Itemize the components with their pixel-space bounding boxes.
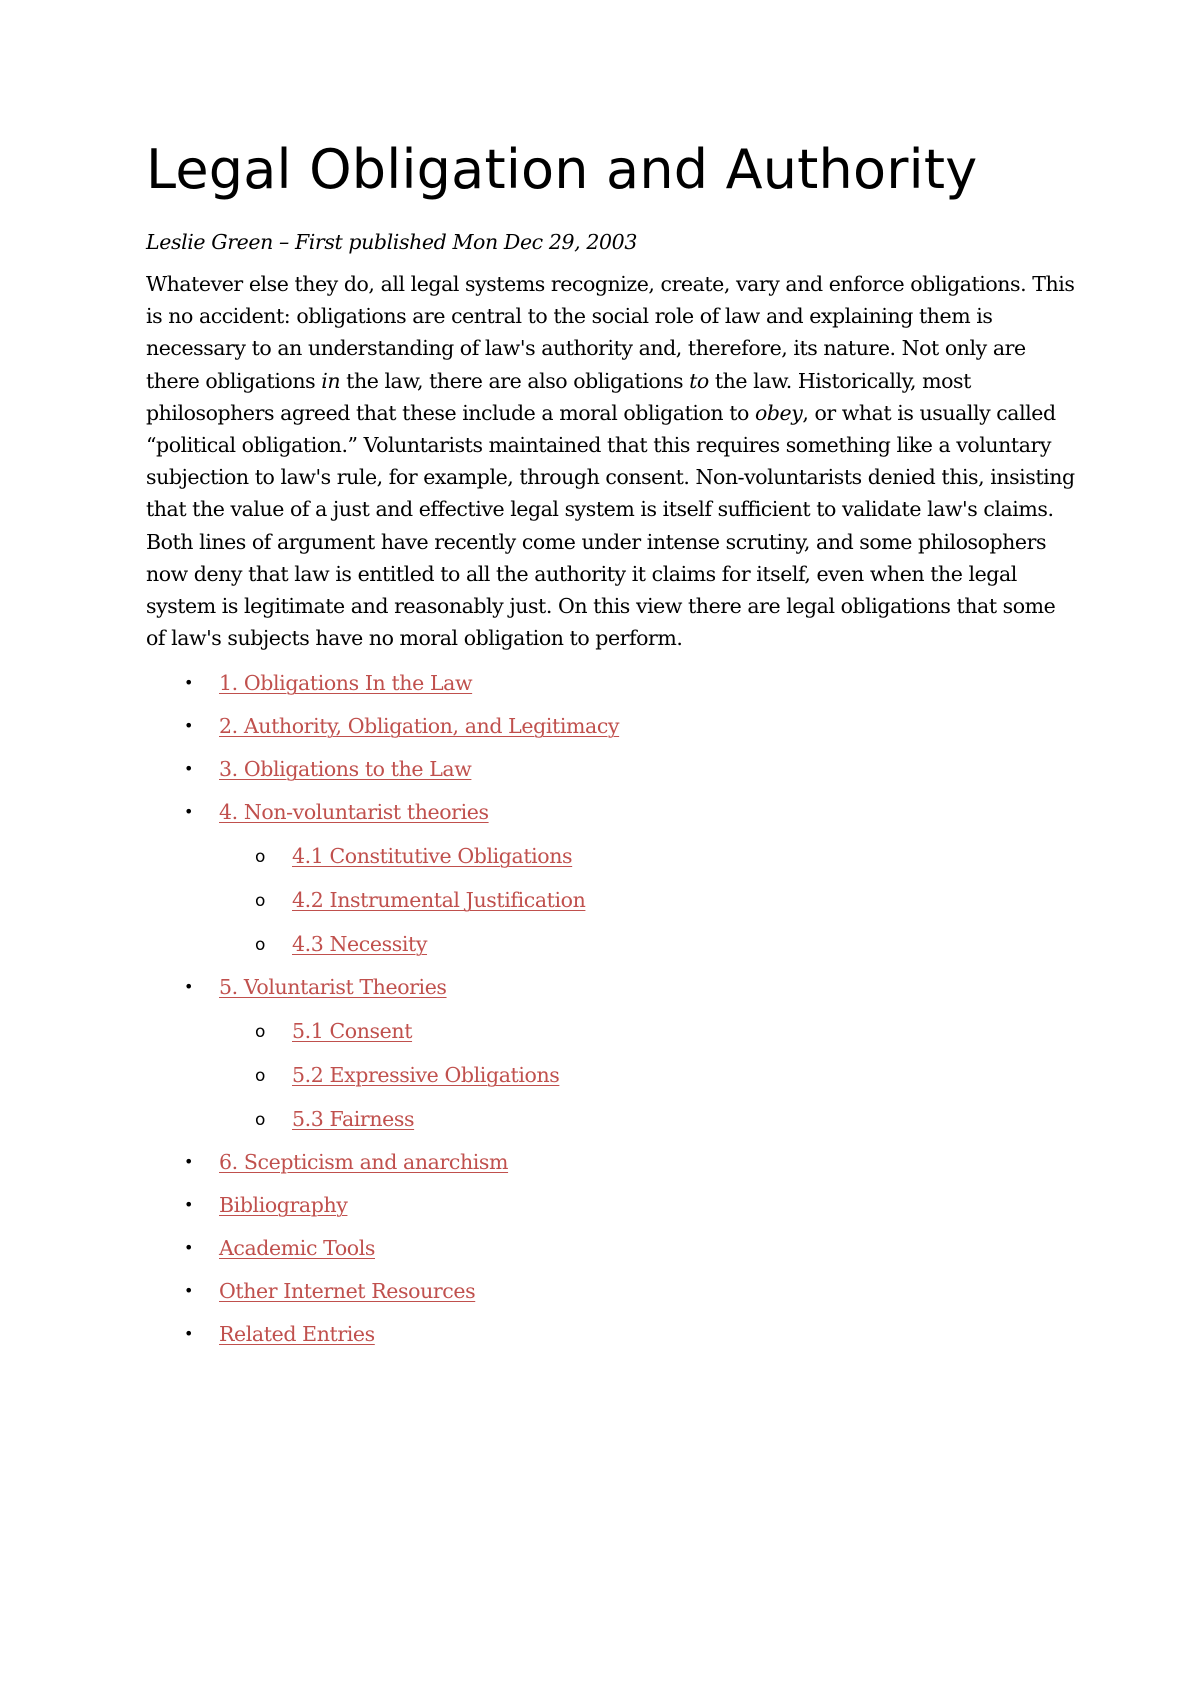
toc-link-consent[interactable]: 5.1 Consent: [292, 1019, 413, 1044]
toc-link-scepticism-and-anarchism[interactable]: 6. Scepticism and anarchism: [219, 1150, 509, 1175]
sub-bullet-icon: o: [255, 1022, 266, 1043]
abstract-emphasis: obey: [754, 400, 803, 425]
toc-link-fairness[interactable]: 5.3 Fairness: [292, 1107, 415, 1132]
toc-link-academic-tools[interactable]: Academic Tools: [219, 1236, 375, 1261]
bullet-icon: •: [184, 759, 194, 779]
toc-link-other-internet-resources[interactable]: Other Internet Resources: [219, 1279, 476, 1304]
abstract-paragraph: [146, 268, 1076, 654]
toc-link-authority-obligation-legitimacy[interactable]: 2. Authority, Obligation, and Legitimacy: [219, 714, 620, 739]
abstract-text: the law. Historically, most philosophers agreed that these include a moral obligation to: [146, 368, 971, 425]
abstract-text: the law, there are also obligations: [340, 368, 690, 393]
sub-bullet-icon: o: [255, 935, 266, 956]
bullet-icon: •: [184, 716, 194, 736]
toc-link-necessity[interactable]: 4.3 Necessity: [292, 932, 428, 957]
bullet-icon: •: [184, 673, 194, 693]
toc-link-obligations-in-the-law[interactable]: 1. Obligations In the Law: [219, 671, 473, 696]
toc-item: [146, 886, 1066, 914]
bullet-icon: •: [184, 1152, 194, 1172]
table-of-contents: [146, 669, 1066, 1348]
toc-item: [146, 1148, 1066, 1176]
document-page: [146, 138, 1075, 1348]
toc-item: [146, 842, 1066, 870]
toc-item: [146, 1277, 1066, 1305]
bullet-icon: •: [184, 1195, 194, 1215]
page-title: Legal Obligation and Authority: [146, 138, 978, 201]
toc-item: [146, 798, 1066, 826]
bullet-icon: •: [184, 977, 194, 997]
toc-link-instrumental-justification[interactable]: 4.2 Instrumental Justification: [292, 888, 586, 913]
toc-link-constitutive-obligations[interactable]: 4.1 Constitutive Obligations: [292, 844, 573, 869]
toc-item: [146, 1017, 1066, 1045]
abstract-emphasis: to: [689, 368, 709, 393]
toc-item: [146, 1320, 1066, 1348]
abstract-text: , or what is usually called “political obligation.” Voluntarists maintained that this requires something like a voluntary subjection to law's rule, for example, through consent. Non-voluntarists denied this, insisting that the value of a just and effective legal system is itself sufficient to validate law's claims. Both lines of argument have recently come under intense scrutiny, and some philosophers now deny that law is entitled to all the authority it claims for itself, even when the legal system is legitimate and reasonably just. On this view there are legal obligations that some of law's subjects have no moral obligation to perform.: [146, 400, 1075, 651]
toc-link-related-entries[interactable]: Related Entries: [219, 1322, 375, 1347]
toc-item: [146, 930, 1066, 958]
toc-item: [146, 755, 1066, 783]
toc-link-non-voluntarist-theories[interactable]: 4. Non-voluntarist theories: [219, 800, 489, 825]
abstract-text: Whatever else they do, all legal systems recognize, create, vary and enforce obligations. This is no accident: obligations are central to the social role of law and explaining them is necessary to an understanding of law's authority and, therefore, its nature. Not only are there obligations: [146, 272, 1075, 393]
toc-item: [146, 669, 1066, 697]
toc-link-voluntarist-theories[interactable]: 5. Voluntarist Theories: [219, 975, 447, 1000]
bullet-icon: •: [184, 802, 194, 822]
sub-bullet-icon: o: [255, 1066, 266, 1087]
toc-link-obligations-to-the-law[interactable]: 3. Obligations to the Law: [219, 757, 472, 782]
sub-bullet-icon: o: [255, 891, 266, 912]
toc-item: [146, 1105, 1066, 1133]
abstract-emphasis: in: [321, 368, 341, 393]
toc-item: [146, 973, 1066, 1001]
toc-item: [146, 1234, 1066, 1262]
toc-item: [146, 1061, 1066, 1089]
bullet-icon: •: [184, 1281, 194, 1301]
bullet-icon: •: [184, 1324, 194, 1344]
toc-item: [146, 1191, 1066, 1219]
toc-link-bibliography[interactable]: Bibliography: [219, 1193, 348, 1218]
sub-bullet-icon: o: [255, 1110, 266, 1131]
sub-bullet-icon: o: [255, 847, 266, 868]
bullet-icon: •: [184, 1238, 194, 1258]
toc-item: [146, 712, 1066, 740]
byline: Leslie Green – First published Mon Dec 29, 2003: [146, 230, 637, 254]
toc-link-expressive-obligations[interactable]: 5.2 Expressive Obligations: [292, 1063, 560, 1088]
